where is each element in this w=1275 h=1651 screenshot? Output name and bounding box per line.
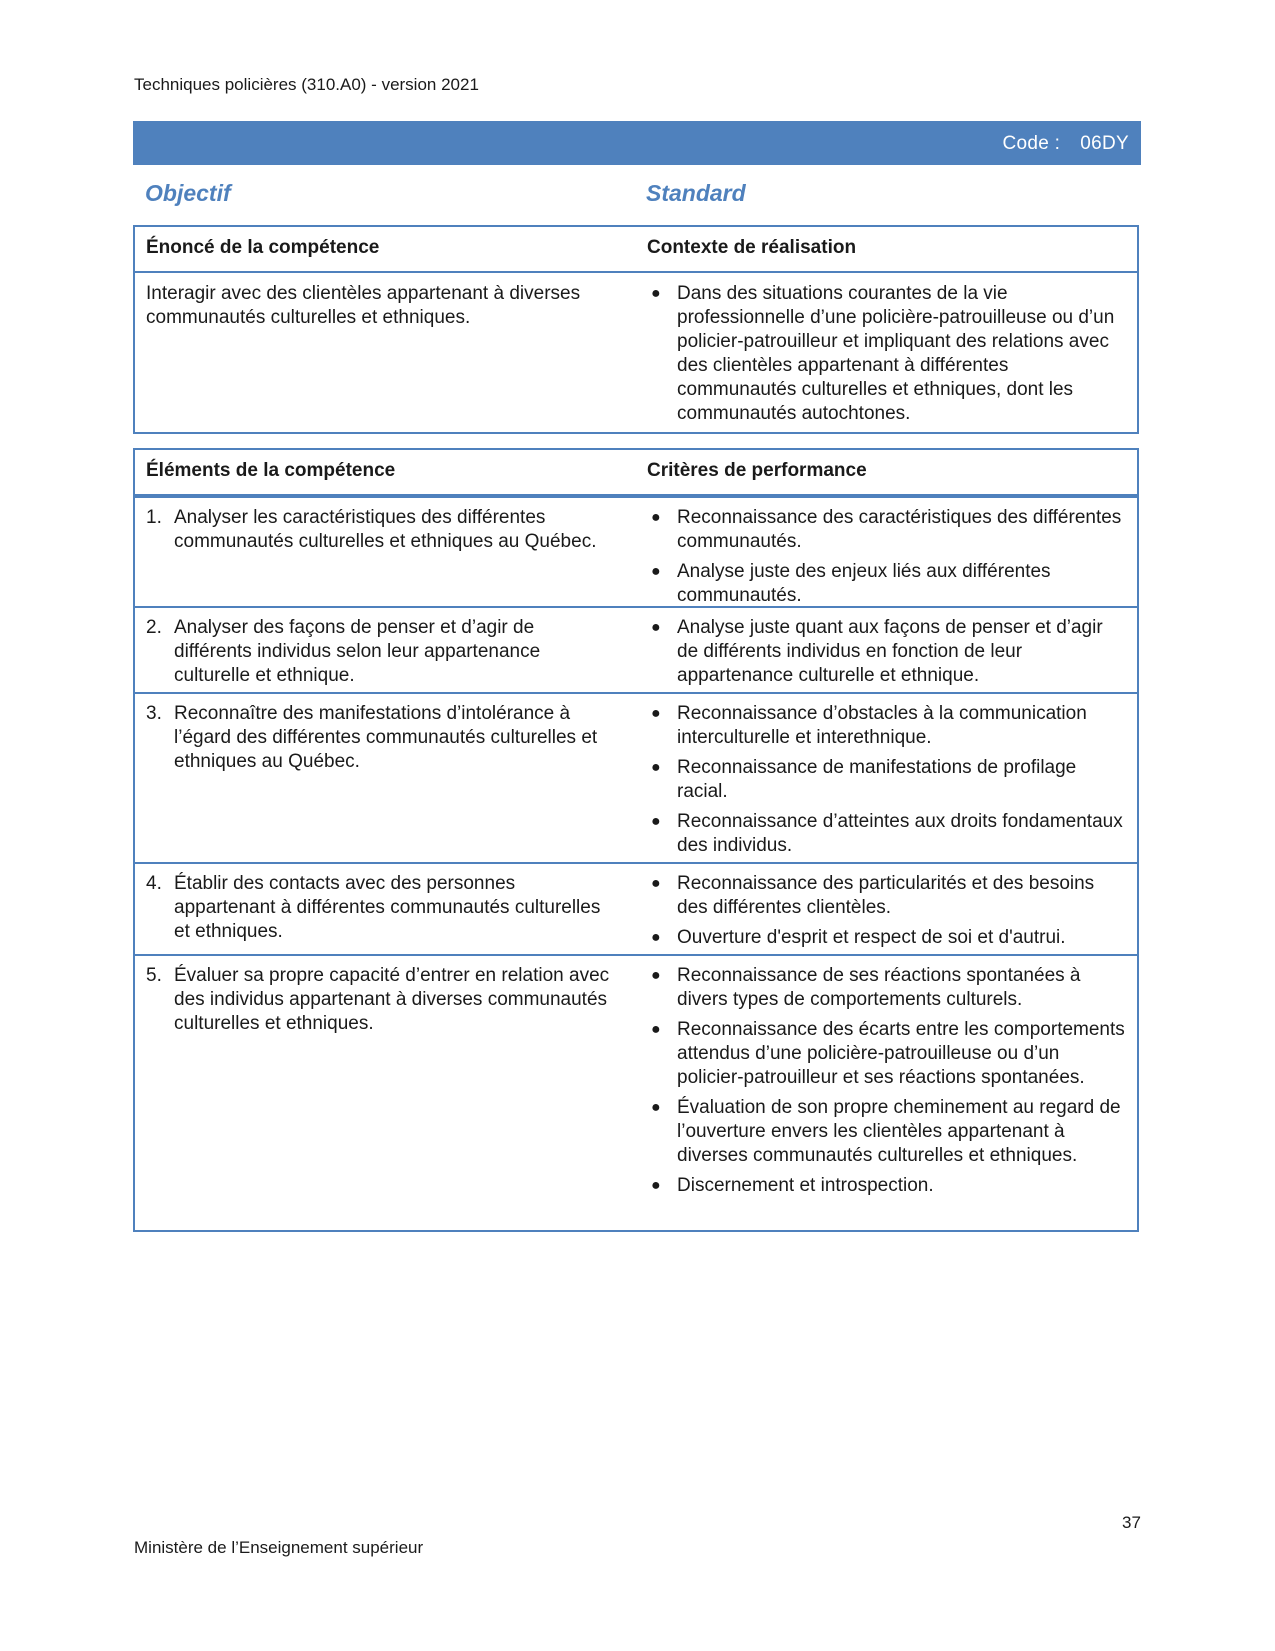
element-row-3 — [135, 692, 1137, 864]
element-number: 1. — [146, 507, 162, 528]
criteria-cell — [647, 506, 1125, 614]
section-titles — [145, 180, 1135, 212]
criterion-text: Ouverture d'esprit et respect de soi et d'autrui. — [677, 927, 1066, 948]
element-cell — [146, 616, 616, 688]
competency-code — [1002, 133, 1129, 155]
criterion — [647, 810, 1125, 858]
bullet-icon: ● — [651, 1021, 661, 1038]
criterion — [647, 702, 1125, 750]
elements-table — [133, 448, 1139, 1232]
statement-header: Énoncé de la compétence — [146, 237, 380, 258]
competency-statement: Interagir avec des clientèles appartenant à diverses communautés culturelles et ethniques. — [146, 283, 581, 328]
element-cell — [146, 506, 616, 554]
criterion — [647, 964, 1125, 1012]
element-text: Analyser les caractéristiques des différentes communautés culturelles et ethniques au Québec. — [174, 507, 597, 552]
criterion-text: Reconnaissance d’atteintes aux droits fondamentaux des individus. — [677, 811, 1123, 856]
code-label: Code : — [1002, 133, 1061, 154]
criteria-cell — [647, 964, 1125, 1204]
criterion — [647, 1174, 1125, 1198]
criterion-text: Reconnaissance de manifestations de profilage racial. — [677, 757, 1077, 802]
bullet-icon: ● — [651, 705, 661, 722]
criterion-text: Analyse juste des enjeux liés aux différentes communautés. — [677, 561, 1051, 606]
bullet-icon: ● — [651, 619, 661, 636]
standard-title: Standard — [646, 180, 746, 206]
code-band — [133, 121, 1141, 165]
element-cell — [146, 872, 616, 944]
running-header: Techniques policières (310.A0) - version 2021 — [134, 75, 479, 94]
criterion — [647, 926, 1125, 950]
element-number: 3. — [146, 703, 162, 724]
bullet-icon: ● — [651, 813, 661, 830]
bullet-icon: ● — [651, 1177, 661, 1194]
criterion-text: Reconnaissance des particularités et des besoins des différentes clientèles. — [677, 873, 1095, 918]
context-item — [647, 282, 1125, 426]
criterion-text: Analyse juste quant aux façons de penser et d’agir de différents individus en fonction de leur appartenance culturelle et ethnique. — [677, 617, 1103, 686]
bullet-icon: ● — [651, 759, 661, 776]
element-row-2 — [135, 606, 1137, 694]
criterion-text: Évaluation de son propre cheminement au regard de l’ouverture envers les clientèles appartenant à diverses communautés culturelles et ethniques. — [677, 1097, 1121, 1166]
criterion — [647, 872, 1125, 920]
criterion-text: Reconnaissance des écarts entre les comportements attendus d’une policière-patrouilleuse ou d’un policier-patrouilleur et ses réactions spontanées. — [677, 1019, 1125, 1088]
element-row-1 — [135, 496, 1137, 608]
element-number: 5. — [146, 965, 162, 986]
bullet-icon: ● — [651, 875, 661, 892]
element-row-5 — [135, 954, 1137, 1232]
element-text: Établir des contacts avec des personnes appartenant à différentes communautés culturelles et ethniques. — [174, 873, 601, 942]
element-number: 2. — [146, 617, 162, 638]
context-list — [647, 282, 1125, 432]
criteria-cell — [647, 702, 1125, 864]
element-text: Évaluer sa propre capacité d’entrer en relation avec des individus appartenant à diverses communautés culturelles et ethniques. — [174, 965, 610, 1034]
context-text: Dans des situations courantes de la vie professionnelle d’une policière-patrouilleuse ou d’un policier-patrouilleur et impliquant des relations avec des clientèles appartenant à différentes communautés culturelles et ethniques, dont les communautés autochtones. — [677, 283, 1115, 424]
element-text: Reconnaître des manifestations d’intolérance à l’égard des différentes communautés culturelles et ethniques au Québec. — [174, 703, 598, 772]
criterion-text: Reconnaissance de ses réactions spontanées à divers types de comportements culturels. — [677, 965, 1081, 1010]
context-header: Contexte de réalisation — [647, 237, 857, 258]
criterion-text: Reconnaissance d’obstacles à la communication interculturelle et interethnique. — [677, 703, 1087, 748]
criterion — [647, 616, 1125, 688]
criterion — [647, 506, 1125, 554]
code-value: 06DY — [1080, 133, 1129, 154]
bullet-icon: ● — [651, 509, 661, 526]
bullet-icon: ● — [651, 929, 661, 946]
criterion — [647, 756, 1125, 804]
bullet-icon: ● — [651, 563, 661, 580]
competency-statement-table — [133, 225, 1139, 434]
element-cell — [146, 964, 616, 1036]
bullet-icon: ● — [651, 285, 661, 302]
footer-ministry: Ministère de l’Enseignement supérieur — [134, 1538, 424, 1557]
criteria-cell — [647, 872, 1125, 956]
bullet-icon: ● — [651, 1099, 661, 1116]
criterion — [647, 1096, 1125, 1168]
criterion-text: Reconnaissance des caractéristiques des différentes communautés. — [677, 507, 1122, 552]
objective-title: Objectif — [145, 180, 231, 206]
page-number: 37 — [1122, 1513, 1141, 1532]
criterion — [647, 1018, 1125, 1090]
element-text: Analyser des façons de penser et d’agir de différents individus selon leur appartenance culturelle et ethnique. — [174, 617, 541, 686]
element-row-4 — [135, 862, 1137, 956]
header-divider — [135, 271, 1137, 273]
criterion-text: Discernement et introspection. — [677, 1175, 934, 1196]
criteria-cell — [647, 616, 1125, 694]
element-cell — [146, 702, 616, 774]
elements-header: Éléments de la compétence — [146, 460, 396, 481]
criterion — [647, 560, 1125, 608]
criteria-header: Critères de performance — [647, 460, 867, 481]
bullet-icon: ● — [651, 967, 661, 984]
element-number: 4. — [146, 873, 162, 894]
